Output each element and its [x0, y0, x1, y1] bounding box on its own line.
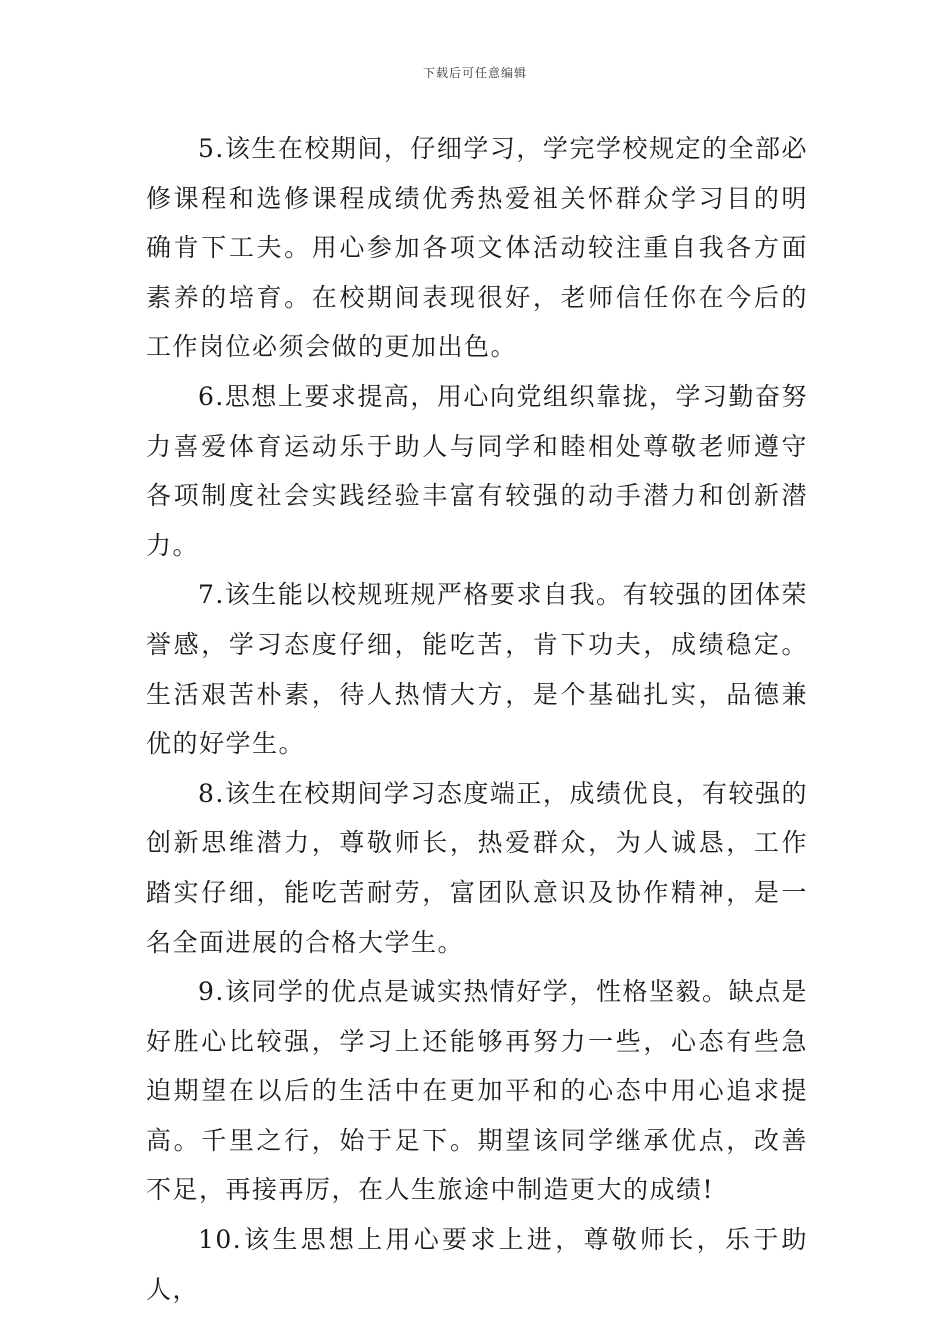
paragraph-7: 7.该生能以校规班规严格要求自我。有较强的团体荣誉感，学习态度仔细，能吃苦，肯下功夫，成绩稳定。生活艰苦朴素，待人热情大方，是个基础扎实，品德兼优的好学生。: [146, 580, 808, 759]
document-body: [146, 124, 808, 1314]
paragraph-6: 6.思想上要求提高，用心向党组织靠拢，学习勤奋努力喜爱体育运动乐于助人与同学和睦相处尊敬老师遵守各项制度社会实践经验丰富有较强的动手潜力和创新潜力。: [146, 381, 808, 560]
page-header: 下载后可任意编辑: [422, 66, 527, 80]
paragraph-8: 8.该生在校期间学习态度端正，成绩优良，有较强的创新思维潜力，尊敬师长，热爱群众，为人诚恳，工作踏实仔细，能吃苦耐劳，富团队意识及协作精神，是一名全面进展的合格大学生。: [146, 778, 808, 957]
paragraph-10: 10.该生思想上用心要求上进，尊敬师长，乐于助人，: [146, 1225, 808, 1304]
paragraph-5: 5.该生在校期间，仔细学习，学完学校规定的全部必修课程和选修课程成绩优秀热爱祖关怀群众学习目的明确肯下工夫。用心参加各项文体活动较注重自我各方面素养的培育。在校期间表现很好，老师信任你在今后的工作岗位必须会做的更加出色。: [146, 134, 808, 362]
paragraph-9: 9.该同学的优点是诚实热情好学，性格坚毅。缺点是好胜心比较强，学习上还能够再努力一些，心态有些急迫期望在以后的生活中在更加平和的心态中用心追求提高。千里之行，始于足下。期望该同学继承优点，改善不足，再接再厉，在人生旅途中制造更大的成绩!: [146, 977, 808, 1205]
